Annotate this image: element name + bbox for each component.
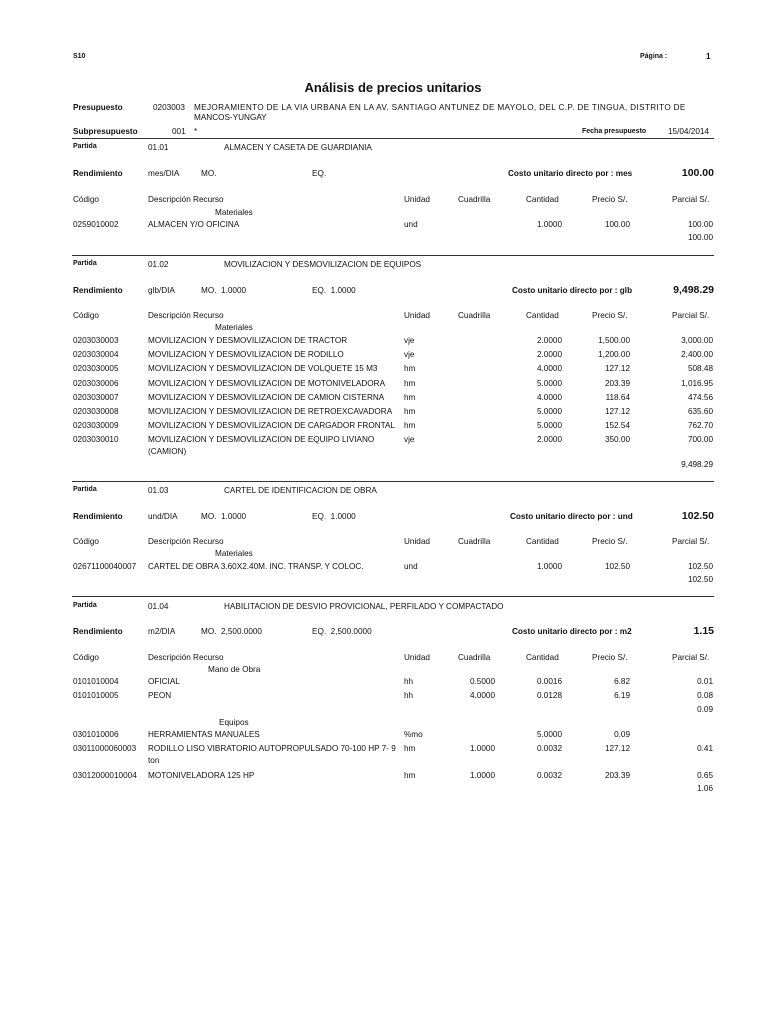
col-codigo: Código <box>73 195 99 204</box>
row-desc: ALMACEN Y/O OFICINA <box>148 220 240 229</box>
row-parcial: 635.60 <box>687 407 713 416</box>
row-desc: HERRAMIENTAS MANUALES <box>148 730 260 739</box>
costo-label: Costo unitario directo por : und <box>510 512 633 521</box>
presupuesto-label: Presupuesto <box>73 103 123 112</box>
mo-value: MO. 2,500.0000 <box>201 627 262 636</box>
subpresupuesto-label: Subpresupuesto <box>73 127 138 136</box>
row-parcial: 1,016.95 <box>681 378 713 388</box>
row-unidad: hm <box>404 421 416 431</box>
row-desc: CARTEL DE OBRA 3.60X2.40M. INC. TRANSP. Y COLOC. <box>148 562 364 571</box>
row-unidad: hm <box>404 364 416 374</box>
row-cantidad: 1.0000 <box>536 220 562 229</box>
row-codigo: 0101010004 <box>73 677 119 686</box>
row-unidad: hm <box>404 744 416 753</box>
row-cantidad: 0.0032 <box>536 771 562 780</box>
row-cuadrilla: 0.5000 <box>469 677 495 686</box>
row-unidad: hh <box>404 691 414 700</box>
category-label: Materiales <box>215 208 253 217</box>
row-parcial: 2,400.00 <box>681 350 713 360</box>
col-parcial: Parcial S/. <box>672 311 710 320</box>
costo-label: Costo unitario directo por : m2 <box>512 627 632 636</box>
row-unidad: vje <box>404 435 415 445</box>
row-parcial: 0.01 <box>697 677 713 686</box>
row-unidad: hm <box>404 407 416 416</box>
row-codigo: 03012000010004 <box>73 771 137 780</box>
costo-value: 9,498.29 <box>673 284 714 296</box>
page-number: 1 <box>706 52 711 61</box>
row-precio: 102.50 <box>604 562 630 571</box>
partida-name: MOVILIZACION Y DESMOVILIZACION DE EQUIPOS <box>224 260 422 269</box>
subtotal: 102.50 <box>687 575 713 584</box>
col-descripcion: Descripción Recurso <box>148 653 224 662</box>
partida-code: 01.03 <box>148 486 169 495</box>
rendimiento-unit: m2/DIA <box>148 627 176 636</box>
row-unidad: hm <box>404 771 416 780</box>
costo-value: 100.00 <box>681 167 714 179</box>
rendimiento-label: Rendimiento <box>73 169 123 178</box>
row-cantidad: 2.0000 <box>536 435 562 445</box>
mo-value: MO. <box>201 169 217 178</box>
partida-label: Partida <box>73 143 97 150</box>
row-precio: 6.19 <box>614 691 630 700</box>
row-precio: 127.12 <box>604 407 630 416</box>
col-codigo: Código <box>73 653 99 662</box>
row-cantidad: 2.0000 <box>536 336 562 345</box>
row-cantidad: 5.0000 <box>536 730 562 739</box>
fecha-value: 15/04/2014 <box>668 127 709 136</box>
row-unidad: und <box>404 562 418 571</box>
row-cantidad: 2.0000 <box>536 350 562 360</box>
row-unidad: und <box>404 220 418 229</box>
col-cantidad: Cantidad <box>526 653 559 662</box>
row-cuadrilla: 1.0000 <box>469 744 495 753</box>
row-precio: 127.12 <box>604 364 630 374</box>
row-desc: MOVILIZACION Y DESMOVILIZACION DE RODILLO <box>148 350 344 360</box>
row-parcial: 762.70 <box>687 421 713 431</box>
eq-value: EQ. 2,500.0000 <box>312 627 372 636</box>
rendimiento-unit: mes/DIA <box>148 169 180 178</box>
col-parcial: Parcial S/. <box>672 537 710 546</box>
presupuesto-desc-line2: MANCOS-YUNGAY <box>194 113 267 122</box>
row-desc: MOTONIVELADORA 125 HP <box>148 771 255 780</box>
col-parcial: Parcial S/. <box>672 195 710 204</box>
row-precio: 1,500.00 <box>598 336 630 345</box>
costo-label: Costo unitario directo por : glb <box>512 286 633 295</box>
row-precio: 152.54 <box>604 421 630 431</box>
subpresupuesto-code: 001 <box>172 127 186 136</box>
subtotal: 100.00 <box>687 233 713 242</box>
row-cantidad: 5.0000 <box>536 378 562 388</box>
row-desc: MOVILIZACION Y DESMOVILIZACION DE VOLQUETE 15 M3 <box>148 364 378 374</box>
col-descripcion: Descripción Recurso <box>148 195 224 204</box>
col-descripcion: Descripción Recurso <box>148 537 224 546</box>
row-parcial: 3,000.00 <box>681 336 713 345</box>
row-precio: 118.64 <box>605 392 630 402</box>
col-cuadrilla: Cuadrilla <box>458 653 491 662</box>
col-cuadrilla: Cuadrilla <box>458 537 491 546</box>
rendimiento-unit: glb/DIA <box>148 286 175 295</box>
eq-value: EQ. 1.0000 <box>312 512 356 521</box>
row-cantidad: 0.0016 <box>536 677 562 686</box>
fecha-label: Fecha presupuesto <box>582 128 647 135</box>
col-cantidad: Cantidad <box>526 537 559 546</box>
row-parcial: 0.41 <box>697 744 713 753</box>
col-unidad: Unidad <box>404 195 430 204</box>
subtotal: 1.06 <box>697 784 713 793</box>
row-cantidad: 0.0032 <box>536 744 562 753</box>
row-codigo: 0101010005 <box>73 691 119 700</box>
row-precio: 100.00 <box>604 220 630 229</box>
col-codigo: Código <box>73 311 99 320</box>
row-unidad: %mo <box>404 730 423 739</box>
row-desc: MOVILIZACION Y DESMOVILIZACION DE MOTONIVELADORA <box>148 378 386 388</box>
row-desc: RODILLO LISO VIBRATORIO AUTOPROPULSADO 70-100 HP 7- 9 <box>148 744 396 753</box>
row-parcial: 508.48 <box>687 364 713 374</box>
row-cantidad: 4.0000 <box>536 364 562 374</box>
partida-name: CARTEL DE IDENTIFICACION DE OBRA <box>224 486 377 495</box>
row-precio: 0.09 <box>614 730 630 739</box>
row-precio: 127.12 <box>604 744 630 753</box>
col-unidad: Unidad <box>404 653 430 662</box>
row-codigo: 0259010002 <box>73 220 119 229</box>
row-parcial: 700.00 <box>687 435 713 445</box>
row-desc: MOVILIZACION Y DESMOVILIZACION DE RETROEXCAVADORA <box>148 407 393 416</box>
row-cantidad: 5.0000 <box>536 407 562 416</box>
rendimiento-label: Rendimiento <box>73 286 123 295</box>
row-parcial: 474.56 <box>687 392 713 402</box>
col-cantidad: Cantidad <box>526 195 559 204</box>
row-cuadrilla: 1.0000 <box>469 771 495 780</box>
rendimiento-unit: und/DIA <box>148 512 178 521</box>
row-desc: MOVILIZACION Y DESMOVILIZACION DE EQUIPO LIVIANO <box>148 435 375 445</box>
col-precio: Precio S/. <box>592 653 628 662</box>
col-unidad: Unidad <box>404 537 430 546</box>
row-unidad: hm <box>404 378 416 388</box>
presupuesto-desc-line1: MEJORAMIENTO DE LA VIA URBANA EN LA AV. SANTIAGO ANTUNEZ DE MAYOLO, DEL C.P. DE TINGUA, DISTRITO DE <box>194 103 686 112</box>
col-cantidad: Cantidad <box>526 311 559 320</box>
partida-code: 01.01 <box>148 143 169 152</box>
row-codigo: 0203030008 <box>73 407 119 416</box>
row-desc-continuation: ton <box>148 756 160 765</box>
category-label: Materiales <box>215 549 253 558</box>
row-codigo: 0203030007 <box>73 392 119 402</box>
row-cantidad: 5.0000 <box>536 421 562 431</box>
col-precio: Precio S/. <box>592 195 628 204</box>
mo-value: MO. 1.0000 <box>201 286 247 295</box>
row-codigo: 0203030009 <box>73 421 119 431</box>
row-precio: 1,200.00 <box>598 350 630 360</box>
row-unidad: vje <box>404 350 415 360</box>
page-label: Página : <box>640 53 668 60</box>
row-parcial: 100.00 <box>687 220 713 229</box>
header-divider <box>72 138 714 139</box>
row-desc-continuation: (CAMION) <box>148 447 187 456</box>
page-title: Análisis de precios unitarios <box>304 80 482 95</box>
row-desc: MOVILIZACION Y DESMOVILIZACION DE CAMION CISTERNA <box>148 392 385 402</box>
category-label: Materiales <box>215 323 253 332</box>
row-precio: 203.39 <box>604 378 630 388</box>
costo-label: Costo unitario directo por : mes <box>508 169 633 178</box>
costo-value: 1.15 <box>693 625 714 637</box>
partida-divider <box>72 481 714 482</box>
col-unidad: Unidad <box>404 311 430 320</box>
row-cuadrilla: 4.0000 <box>469 691 495 700</box>
col-descripcion: Descripción Recurso <box>148 311 224 320</box>
partida-divider <box>72 596 714 597</box>
partida-label: Partida <box>73 486 97 493</box>
row-cantidad: 1.0000 <box>536 562 562 571</box>
row-precio: 6.82 <box>614 677 630 686</box>
row-codigo: 0203030006 <box>73 378 119 388</box>
row-unidad: vje <box>404 336 415 345</box>
col-precio: Precio S/. <box>592 311 628 320</box>
col-codigo: Código <box>73 537 99 546</box>
subtotal: 0.09 <box>697 705 713 714</box>
partida-label: Partida <box>73 602 97 609</box>
row-precio: 203.39 <box>604 771 630 780</box>
row-codigo: 0203030010 <box>73 435 119 445</box>
row-desc: OFICIAL <box>148 677 180 686</box>
row-unidad: hm <box>404 392 416 402</box>
partida-name: ALMACEN Y CASETA DE GUARDIANIA <box>224 143 372 152</box>
row-desc: MOVILIZACION Y DESMOVILIZACION DE TRACTOR <box>148 336 348 345</box>
row-codigo: 0203030005 <box>73 364 119 374</box>
row-cantidad: 0.0128 <box>536 691 562 700</box>
partida-code: 01.04 <box>148 602 169 611</box>
row-parcial: 0.65 <box>697 771 713 780</box>
col-cuadrilla: Cuadrilla <box>458 311 491 320</box>
presupuesto-code: 0203003 <box>153 103 185 112</box>
eq-value: EQ. 1.0000 <box>312 286 356 295</box>
row-unidad: hh <box>404 677 414 686</box>
row-codigo: 0203030004 <box>73 350 119 360</box>
partida-name: HABILITACION DE DESVIO PROVICIONAL, PERFILADO Y COMPACTADO <box>224 602 504 611</box>
subpresupuesto-desc: * <box>194 127 198 136</box>
category-label: Mano de Obra <box>208 665 261 674</box>
mo-value: MO. 1.0000 <box>201 512 247 521</box>
costo-value: 102.50 <box>681 510 714 522</box>
partida-label: Partida <box>73 260 97 267</box>
eq-value: EQ. <box>312 169 327 178</box>
col-precio: Precio S/. <box>592 537 628 546</box>
row-cantidad: 4.0000 <box>536 392 562 402</box>
row-precio: 350.00 <box>604 435 630 445</box>
subtotal: 9,498.29 <box>681 460 713 469</box>
row-desc: PEON <box>148 691 172 700</box>
row-desc: MOVILIZACION Y DESMOVILIZACION DE CARGADOR FRONTAL <box>148 421 396 431</box>
row-parcial: 0.08 <box>697 691 713 700</box>
row-codigo: 03011000060003 <box>73 744 137 753</box>
rendimiento-label: Rendimiento <box>73 512 123 521</box>
row-codigo: 02671100040007 <box>73 562 137 571</box>
system-label: S10 <box>73 53 86 60</box>
category-label: Equipos <box>219 718 249 727</box>
col-cuadrilla: Cuadrilla <box>458 195 491 204</box>
rendimiento-label: Rendimiento <box>73 627 123 636</box>
partida-code: 01.02 <box>148 260 169 269</box>
partida-divider <box>72 255 714 256</box>
col-parcial: Parcial S/. <box>672 653 710 662</box>
row-codigo: 0203030003 <box>73 336 119 345</box>
row-codigo: 0301010006 <box>73 730 119 739</box>
row-parcial: 102.50 <box>687 562 713 571</box>
